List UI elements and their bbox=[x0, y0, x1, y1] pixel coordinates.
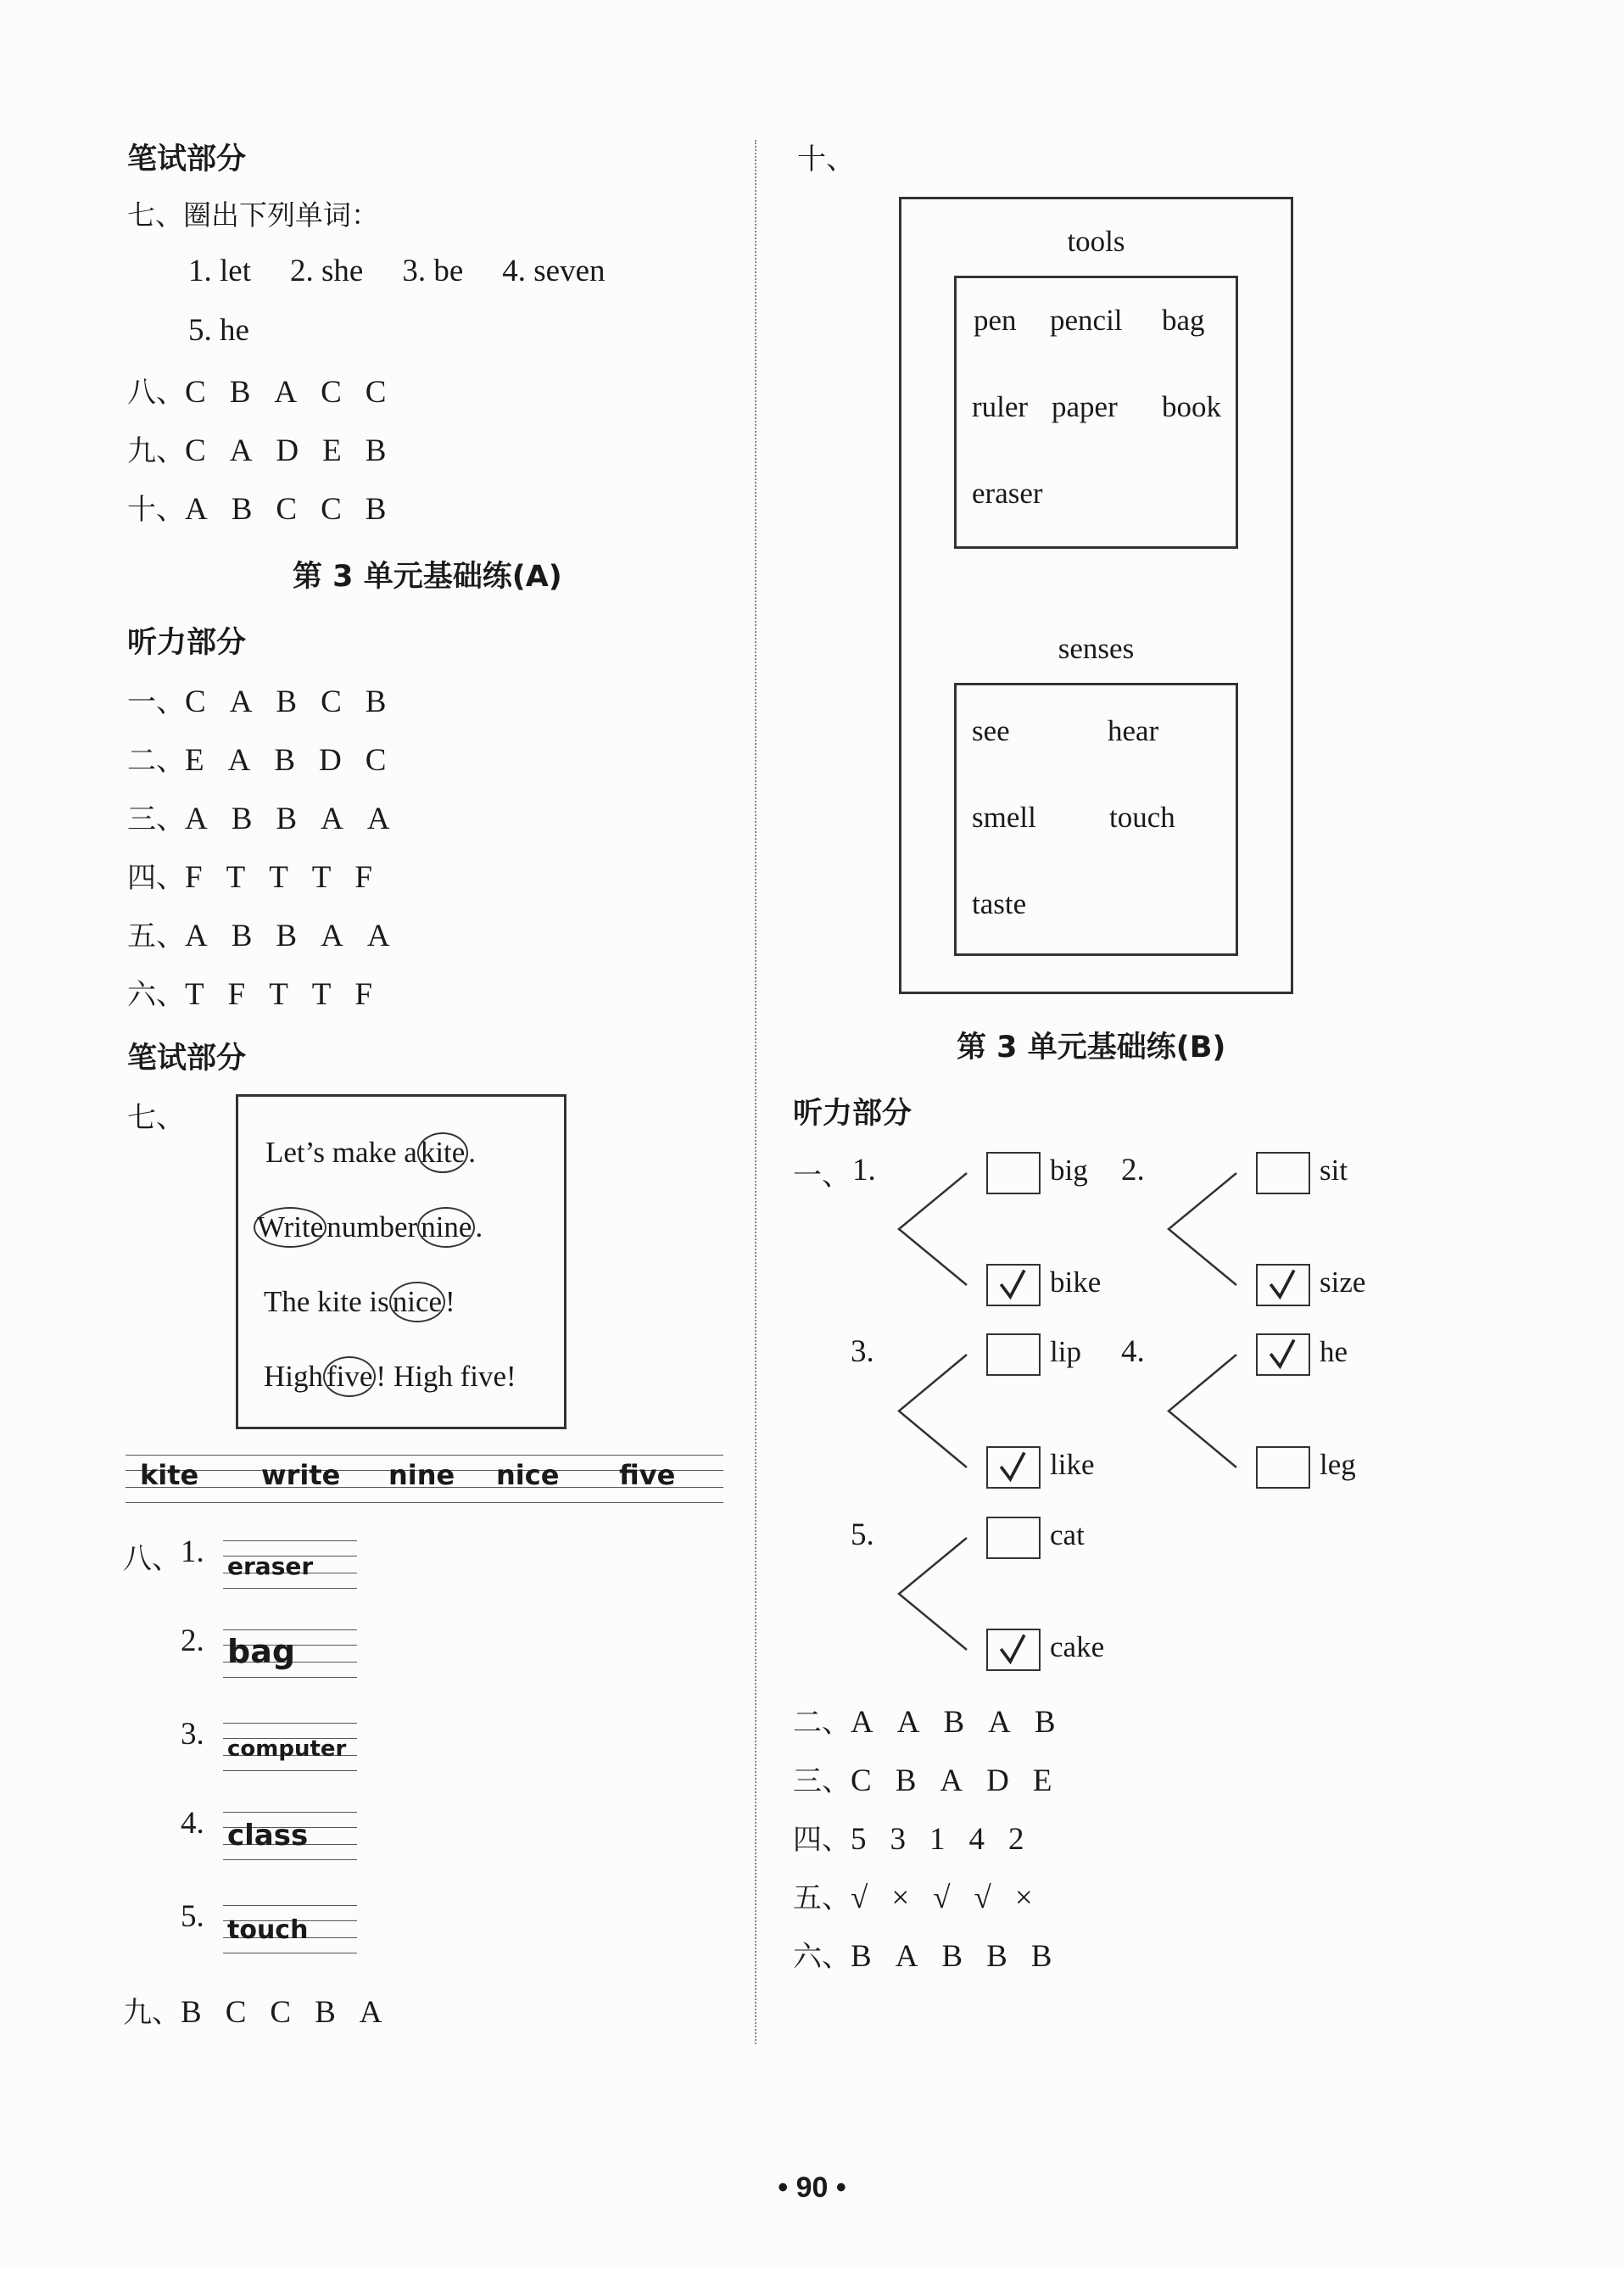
answer: C bbox=[321, 492, 342, 527]
answer: A bbox=[321, 919, 343, 953]
handwritten-word: bag bbox=[227, 1633, 296, 1670]
answer: B bbox=[1030, 1939, 1052, 1974]
answer-row bbox=[793, 1933, 1075, 1975]
q7-item: 5. he bbox=[188, 313, 249, 348]
answer: A bbox=[988, 1705, 1011, 1740]
answer: C bbox=[185, 375, 206, 410]
answer-row-q9: 九、B C C B A bbox=[123, 1995, 382, 2030]
row-label: 三、 bbox=[793, 1764, 851, 1798]
answer-row bbox=[793, 1758, 1075, 1799]
answer: 3 bbox=[890, 1822, 906, 1857]
choice-bracket bbox=[1169, 1173, 1236, 1285]
section-a-title: 第 3 单元基础练(A) bbox=[293, 560, 562, 594]
check-box[interactable] bbox=[986, 1446, 1041, 1489]
handwritten-word: nine bbox=[388, 1459, 455, 1491]
choice-word: bike bbox=[1050, 1266, 1102, 1299]
choice-number: 5. bbox=[851, 1517, 874, 1552]
answer: B bbox=[851, 1939, 872, 1974]
answer: B bbox=[365, 433, 387, 468]
answer: F bbox=[227, 977, 246, 1012]
choice-number: 2. bbox=[1121, 1153, 1145, 1188]
check-mark-icon bbox=[988, 1630, 1039, 1669]
row-label: 六、 bbox=[793, 1940, 851, 1974]
section-b-title: 第 3 单元基础练(B) bbox=[957, 1031, 1226, 1065]
senses-word: see bbox=[972, 714, 1010, 747]
choice-number: 4. bbox=[1121, 1334, 1145, 1369]
choice-bracket bbox=[899, 1538, 967, 1650]
answer-row bbox=[793, 1816, 1048, 1858]
answer: × bbox=[1014, 1881, 1033, 1915]
tools-title: tools bbox=[1067, 225, 1125, 258]
row-label: 五、 bbox=[127, 919, 185, 953]
senses-word: taste bbox=[972, 887, 1027, 920]
check-box[interactable] bbox=[1256, 1446, 1310, 1489]
q8-item-number: 4. bbox=[181, 1806, 204, 1841]
answer: A bbox=[227, 743, 251, 778]
answer: A bbox=[185, 919, 208, 953]
answer: C bbox=[365, 375, 387, 410]
answer: T bbox=[311, 860, 332, 895]
answer: × bbox=[891, 1881, 910, 1915]
q8-item-number: 2. bbox=[181, 1624, 204, 1658]
q7-item: 2. she bbox=[289, 254, 364, 288]
row-label: 五、 bbox=[793, 1881, 851, 1915]
circled-word: kite bbox=[417, 1132, 468, 1173]
answer: T bbox=[311, 977, 332, 1012]
row-label: 九、 bbox=[127, 434, 185, 468]
answer: B bbox=[276, 685, 298, 719]
answer: F bbox=[354, 977, 372, 1012]
answer: √ bbox=[933, 1881, 951, 1915]
answer: B bbox=[941, 1939, 963, 1974]
answer: √ bbox=[974, 1881, 991, 1915]
answer: B bbox=[274, 743, 296, 778]
answer: T bbox=[185, 977, 204, 1012]
choice-bracket bbox=[1169, 1355, 1236, 1467]
q8-item-number: 5. bbox=[181, 1899, 204, 1934]
choice-word: like bbox=[1050, 1448, 1095, 1481]
check-box[interactable] bbox=[1256, 1264, 1310, 1306]
answer: C bbox=[321, 375, 342, 410]
check-box[interactable] bbox=[986, 1333, 1041, 1376]
answer: C bbox=[365, 743, 387, 778]
choice-number: 1. bbox=[852, 1153, 876, 1188]
check-mark-icon bbox=[988, 1266, 1039, 1305]
q10-label: 十、 bbox=[797, 143, 855, 176]
answer: B bbox=[895, 1763, 917, 1798]
answer: C bbox=[276, 492, 298, 527]
answer: B bbox=[365, 685, 387, 719]
answer: 1 bbox=[929, 1822, 946, 1857]
handwritten-word: kite bbox=[140, 1459, 199, 1491]
senses-title: senses bbox=[1058, 632, 1135, 665]
check-box[interactable] bbox=[1256, 1333, 1310, 1376]
answer: D bbox=[319, 743, 342, 778]
answer: 4 bbox=[968, 1822, 985, 1857]
answer: A bbox=[185, 492, 208, 527]
answer: B bbox=[229, 375, 251, 410]
choice-word: cat bbox=[1050, 1518, 1085, 1551]
answer: 2 bbox=[1008, 1822, 1024, 1857]
circled-word: nice bbox=[389, 1282, 445, 1322]
tools-word: bag bbox=[1162, 304, 1205, 337]
circled-word: nine bbox=[417, 1207, 475, 1248]
check-mark-icon bbox=[1258, 1335, 1309, 1374]
handwritten-word: nice bbox=[496, 1459, 560, 1491]
answer: D bbox=[986, 1763, 1009, 1798]
q8-item-number: 3. bbox=[181, 1717, 204, 1752]
q7-item: 3. be bbox=[402, 254, 464, 288]
handwritten-word: computer bbox=[227, 1736, 347, 1762]
check-box[interactable] bbox=[986, 1517, 1041, 1559]
choice-bracket bbox=[899, 1173, 967, 1285]
senses-word: hear bbox=[1108, 714, 1159, 747]
answer: A bbox=[366, 919, 390, 953]
tools-word: eraser bbox=[972, 477, 1043, 510]
answer: C bbox=[321, 685, 342, 719]
q7-prompt: 七、圈出下列单词： bbox=[127, 198, 379, 232]
answer: √ bbox=[851, 1881, 868, 1915]
q7-label: 七、 bbox=[127, 1101, 185, 1135]
answer: 5 bbox=[851, 1822, 867, 1857]
choice-word: big bbox=[1050, 1154, 1088, 1187]
q8-label: 八、 bbox=[123, 1542, 181, 1576]
answer: B bbox=[1034, 1705, 1056, 1740]
row-label: 六、 bbox=[127, 978, 185, 1012]
q7-item: 1. let bbox=[188, 254, 251, 288]
row-label: 一、 bbox=[127, 685, 185, 719]
row-label: 二、 bbox=[127, 744, 185, 778]
q1-label: 一、 bbox=[793, 1159, 851, 1193]
circled-word: five bbox=[323, 1356, 376, 1397]
tools-word: book bbox=[1162, 390, 1221, 423]
answer: A bbox=[185, 802, 208, 836]
row-label: 十、 bbox=[127, 493, 185, 527]
handwritten-word: five bbox=[619, 1459, 676, 1491]
answer: C bbox=[851, 1763, 872, 1798]
handwritten-word: write bbox=[261, 1459, 341, 1491]
answer: A bbox=[851, 1705, 873, 1740]
q8-item-number: 1. bbox=[181, 1534, 204, 1569]
answer: B bbox=[231, 492, 253, 527]
tools-word: pen bbox=[974, 304, 1017, 337]
answer: A bbox=[895, 1939, 918, 1974]
answer: B bbox=[276, 919, 298, 953]
written-heading-2: 笔试部分 bbox=[127, 1042, 247, 1076]
row-label: 四、 bbox=[793, 1823, 851, 1857]
check-box[interactable] bbox=[986, 1152, 1041, 1194]
answer: C bbox=[185, 685, 206, 719]
answer: B bbox=[365, 492, 387, 527]
check-box[interactable] bbox=[986, 1264, 1041, 1306]
answer: B bbox=[943, 1705, 965, 1740]
answer: E bbox=[322, 433, 342, 468]
check-box[interactable] bbox=[986, 1629, 1041, 1671]
answer-row bbox=[793, 1875, 1057, 1916]
answer: B bbox=[986, 1939, 1007, 1974]
choice-number: 3. bbox=[851, 1334, 874, 1369]
choice-word: cake bbox=[1050, 1630, 1105, 1663]
handwritten-word: touch bbox=[227, 1915, 309, 1945]
page-number: • 90 • bbox=[778, 2171, 846, 2204]
senses-word: touch bbox=[1109, 801, 1175, 834]
answer: B bbox=[231, 919, 253, 953]
check-mark-icon bbox=[1258, 1266, 1309, 1305]
listening-heading-a: 听力部分 bbox=[127, 626, 247, 660]
answer: F bbox=[185, 860, 203, 895]
tools-word: pencil bbox=[1050, 304, 1123, 337]
q7-item: 4. seven bbox=[502, 254, 606, 288]
tools-word: ruler bbox=[972, 390, 1029, 423]
tools-word: paper bbox=[1052, 390, 1118, 423]
row-label: 二、 bbox=[793, 1706, 851, 1740]
choice-word: lip bbox=[1050, 1335, 1081, 1368]
row-label: 八、 bbox=[127, 376, 185, 410]
poem-line-3: The kite is nice ! bbox=[264, 1282, 455, 1322]
choice-word: size bbox=[1320, 1266, 1366, 1299]
answer: A bbox=[896, 1705, 920, 1740]
answer: A bbox=[274, 375, 298, 410]
check-mark-icon bbox=[988, 1448, 1039, 1487]
poem-line-4: High five ! High five! bbox=[264, 1356, 516, 1397]
row-label: 四、 bbox=[127, 861, 185, 895]
senses-word: smell bbox=[972, 801, 1036, 834]
answer: A bbox=[366, 802, 390, 836]
choice-word: sit bbox=[1320, 1154, 1348, 1187]
answer: B bbox=[231, 802, 253, 836]
answer: C bbox=[185, 433, 206, 468]
poem-line-2: Write number nine . bbox=[254, 1207, 483, 1248]
answer-row bbox=[793, 1699, 1080, 1741]
answer: A bbox=[321, 802, 343, 836]
choice-word: he bbox=[1320, 1335, 1348, 1368]
answer: D bbox=[276, 433, 299, 468]
check-box[interactable] bbox=[1256, 1152, 1310, 1194]
circled-word: Write bbox=[254, 1207, 326, 1248]
answer: T bbox=[269, 860, 288, 895]
handwritten-word: eraser bbox=[227, 1552, 314, 1580]
answer: A bbox=[229, 685, 253, 719]
answer: E bbox=[1032, 1763, 1052, 1798]
answer: B bbox=[276, 802, 298, 836]
answer: E bbox=[185, 743, 204, 778]
choice-bracket bbox=[899, 1355, 967, 1467]
answer: A bbox=[229, 433, 253, 468]
answer: T bbox=[226, 860, 246, 895]
row-label: 三、 bbox=[127, 802, 185, 836]
answer: T bbox=[269, 977, 288, 1012]
listening-heading-b: 听力部分 bbox=[793, 1097, 912, 1131]
poem-line-1: Let’s make a kite . bbox=[265, 1132, 476, 1173]
handwritten-word: class bbox=[227, 1819, 309, 1853]
answer: A bbox=[940, 1763, 963, 1798]
answer: F bbox=[354, 860, 372, 895]
choice-word: leg bbox=[1320, 1448, 1356, 1481]
written-heading-1: 笔试部分 bbox=[127, 143, 247, 176]
